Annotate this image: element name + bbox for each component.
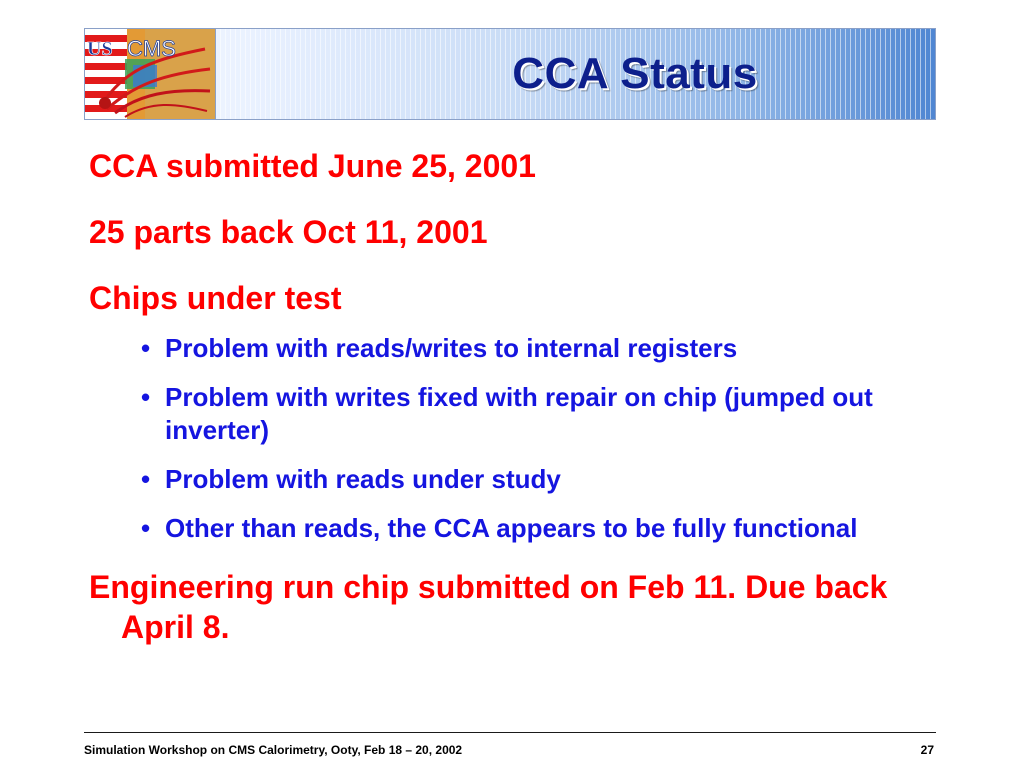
bullet-dot-icon: • bbox=[141, 513, 151, 543]
footer-divider bbox=[84, 732, 936, 733]
us-cms-logo-icon bbox=[85, 29, 215, 119]
slide-body bbox=[89, 146, 929, 647]
bullet-dot-icon: • bbox=[141, 333, 151, 363]
logo bbox=[85, 29, 216, 119]
header-banner bbox=[84, 28, 936, 120]
svg-text:CMS: CMS bbox=[127, 36, 176, 61]
bullet-submitted: CCA submitted June 25, 2001 bbox=[89, 148, 536, 184]
sub-bullet bbox=[89, 463, 929, 496]
sub-bullet bbox=[89, 512, 929, 545]
sub-bullet-text: Problem with writes fixed with repair on chip (jumped out inverter) bbox=[165, 382, 873, 445]
sub-bullet bbox=[89, 332, 929, 365]
bullet-chips-under-test: Chips under test bbox=[89, 280, 342, 316]
sub-bullet-text: Problem with reads under study bbox=[165, 464, 561, 494]
bullet-parts-back: 25 parts back Oct 11, 2001 bbox=[89, 214, 488, 250]
sub-bullet-text: Other than reads, the CCA appears to be fully functional bbox=[165, 513, 858, 543]
sub-bullet bbox=[89, 381, 929, 447]
svg-text:US: US bbox=[87, 38, 113, 60]
page-number: 27 bbox=[920, 743, 934, 757]
sub-bullet-text: Problem with reads/writes to internal registers bbox=[165, 333, 738, 363]
footer-caption: Simulation Workshop on CMS Calorimetry, Ooty, Feb 18 – 20, 2002 bbox=[84, 743, 463, 757]
slide-title: CCA Status bbox=[512, 49, 758, 98]
bullet-dot-icon: • bbox=[141, 382, 151, 412]
bullet-engineering-run: Engineering run chip submitted on Feb 11. Due back April 8. bbox=[89, 569, 888, 645]
bullet-dot-icon: • bbox=[141, 464, 151, 494]
